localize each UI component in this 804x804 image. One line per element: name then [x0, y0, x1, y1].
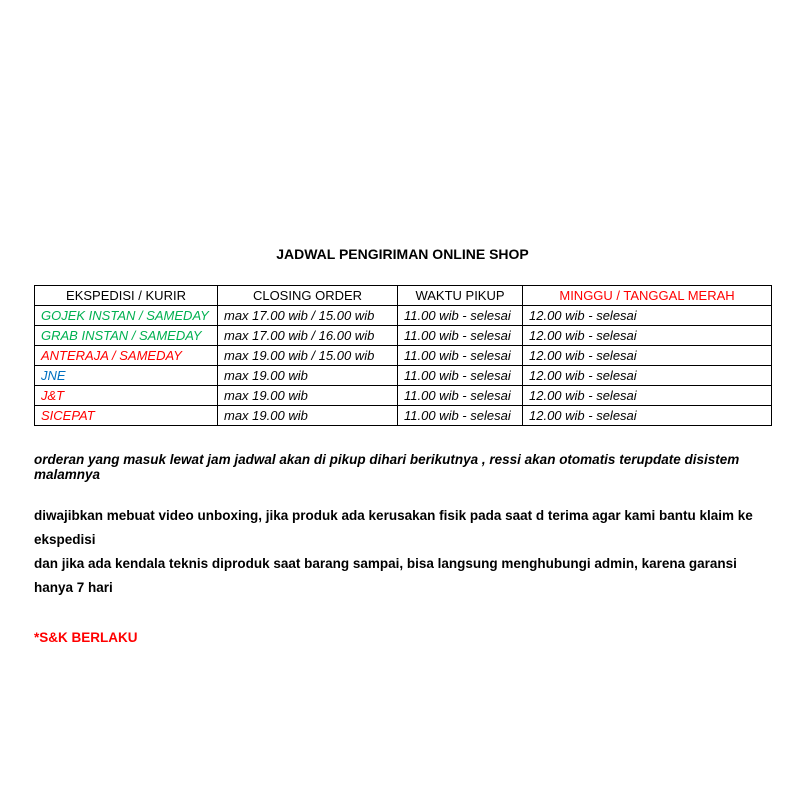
- header-minggu-tanggal-merah: MINGGU / TANGGAL MERAH: [523, 286, 772, 306]
- note-unboxing-line2: dan jika ada kendala teknis diproduk saat barang sampai, bisa langsung menghubungi admin, karena garansi hanya 7 hari: [34, 556, 737, 595]
- courier-cell: GOJEK INSTAN / SAMEDAY: [35, 306, 218, 326]
- header-ekspedisi-kurir: EKSPEDISI / KURIR: [35, 286, 218, 306]
- closing-order-cell: max 17.00 wib / 15.00 wib: [218, 306, 398, 326]
- table-row: [35, 386, 772, 406]
- sunday-holiday-cell: 12.00 wib - selesai: [523, 346, 772, 366]
- courier-cell: ANTERAJA / SAMEDAY: [35, 346, 218, 366]
- note-unboxing: [34, 504, 771, 600]
- courier-cell: J&T: [35, 386, 218, 406]
- header-closing-order: CLOSING ORDER: [218, 286, 398, 306]
- sunday-holiday-cell: 12.00 wib - selesai: [523, 386, 772, 406]
- note-late-orders: orderan yang masuk lewat jam jadwal akan di pikup dihari berikutnya , ressi akan otomatis terupdate disistem malamnya: [34, 452, 740, 482]
- pickup-time-cell: 11.00 wib - selesai: [398, 346, 523, 366]
- pickup-time-cell: 11.00 wib - selesai: [398, 386, 523, 406]
- pickup-time-cell: 11.00 wib - selesai: [398, 366, 523, 386]
- terms-disclaimer: *S&K BERLAKU: [34, 630, 138, 645]
- table-header-row: [35, 286, 772, 306]
- sunday-holiday-cell: 12.00 wib - selesai: [523, 306, 772, 326]
- closing-order-cell: max 17.00 wib / 16.00 wib: [218, 326, 398, 346]
- note-unboxing-line1: diwajibkan mebuat video unboxing, jika produk ada kerusakan fisik pada saat d terima agar kami bantu klaim ke ekspedisi: [34, 508, 753, 547]
- header-waktu-pikup: WAKTU PIKUP: [398, 286, 523, 306]
- pickup-time-cell: 11.00 wib - selesai: [398, 406, 523, 426]
- sunday-holiday-cell: 12.00 wib - selesai: [523, 406, 772, 426]
- closing-order-cell: max 19.00 wib / 15.00 wib: [218, 346, 398, 366]
- schedule-table: [34, 285, 772, 426]
- closing-order-cell: max 19.00 wib: [218, 406, 398, 426]
- sunday-holiday-cell: 12.00 wib - selesai: [523, 366, 772, 386]
- closing-order-cell: max 19.00 wib: [218, 386, 398, 406]
- sunday-holiday-cell: 12.00 wib - selesai: [523, 326, 772, 346]
- courier-cell: GRAB INSTAN / SAMEDAY: [35, 326, 218, 346]
- pickup-time-cell: 11.00 wib - selesai: [398, 306, 523, 326]
- courier-cell: JNE: [35, 366, 218, 386]
- pickup-time-cell: 11.00 wib - selesai: [398, 326, 523, 346]
- closing-order-cell: max 19.00 wib: [218, 366, 398, 386]
- shipping-schedule-document: [34, 246, 771, 645]
- table-row: [35, 366, 772, 386]
- courier-cell: SICEPAT: [35, 406, 218, 426]
- table-row: [35, 346, 772, 366]
- table-row: [35, 406, 772, 426]
- table-row: [35, 306, 772, 326]
- page-title: JADWAL PENGIRIMAN ONLINE SHOP: [276, 246, 529, 262]
- table-row: [35, 326, 772, 346]
